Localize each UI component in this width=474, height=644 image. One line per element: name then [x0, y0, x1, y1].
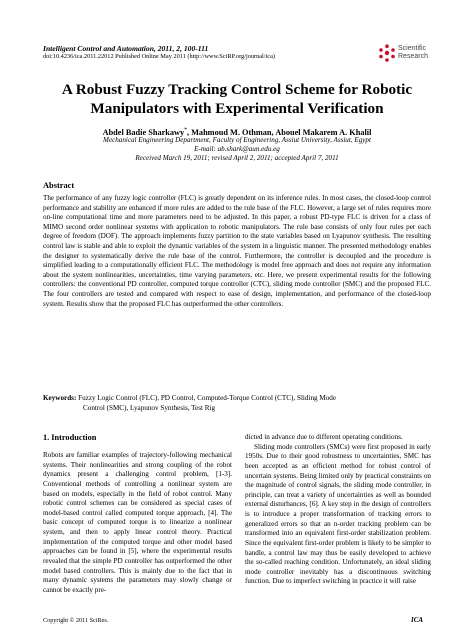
author-list: Abdel Badie Sharkawy*, Mahmoud M. Othman, Abouel Makarem A. Khalil — [102, 127, 372, 137]
paragraph: Robots are familiar examples of trajectory-following mechanical systems. Their nonlinearities and strong coupling of the robot dynamics present a challenging control problem, [1-3]. Conventional methods of controlling a nonlinear system are based on models, especially in the field of robot control. Many robotic control schemes can be considered as special cases of model-based control called computed torque approach, [4]. The basic concept of computed torque is to linearize a nonlinear system, and then to apply linear control theory. Practical implementation of the computed torque and other model based approaches can be found in [5], where the experimental results revealed that the simple PD controller has outperformed the other model based controllers. This is mainly due to the fact that in many dynamic systems the parameters may slowly change or cannot be exactly pre- — [43, 451, 232, 594]
journal-header — [43, 44, 343, 61]
keywords-label: Keywords: — [43, 394, 77, 402]
doi-line: doi:10.4236/ica.2011.22012 Published Online May 2011 (http://www.SciRP.org/journal/ica) — [43, 53, 275, 60]
paragraph: dicted in advance due to different operating conditions. — [245, 433, 403, 441]
right-column — [245, 433, 431, 587]
submission-dates: Received March 19, 2011; revised April 2, 2011; accepted April 7, 2011 — [135, 154, 339, 162]
copyright-footer: Copyright © 2011 SciRes. — [43, 617, 109, 624]
abstract-body: The performance of any fuzzy logic controller (FLC) is greatly dependent on its inference rules. In most cases, the closed-loop control performance and stability are enhanced if more rules are added to the rule base of the FLC. However, a large set of rules requires more on-line computational time and more parameters need to be adjusted. In this paper, a robust PD-type FLC is driven for a class of MIMO second order nonlinear systems with application to robotic manipulators. The rule base consists of only four rules per each degree of freedom (DOF). The approach implements fuzzy partition to the state variables based on Lyapunov synthesis. The resulting control law is stable and able to exploit the dynamic variables of the system in a linguistic manner. The presented methodology enables the designer to systematically derive the rule base of the control. Furthermore, the controller is decoupled and the procedure is simplified leading to a computationally efficient FLC. The methodology is model free approach and does not require any information about the system nonlinearities, uncertainties, time varying parameters, etc. Here, we present experimental results for the following controllers: the conventional PD controller, computed torque controller (CTC), sliding mode controller (SMC) and the proposed FLC. The four controllers are tested and compared with respect to ease of design, implementation, and performance of the closed-loop system. Results show that the proposed FLC has outperformed the other controllers. — [43, 194, 431, 308]
abstract-heading: Abstract — [43, 181, 75, 190]
left-column — [43, 451, 232, 595]
journal-abbreviation: ICA — [411, 616, 424, 624]
affiliation: Mechanical Engineering Department, Faculty of Engineering, Assiut University, Assiut, Egypt — [103, 136, 371, 144]
keywords: Keywords: Fuzzy Logic Control (FLC), PD Control, Computed-Torque Control (CTC), Sliding Mode Control (SMC), Lyapunov Synthesis, Test Rig — [43, 394, 337, 412]
logo-wordmark: Scientific Research — [398, 45, 428, 60]
paragraph: Sliding mode controllers (SMCs) were first proposed in early 1950s. Due to their good robustness to uncertainties, SMC has been accepted as an efficient method for robust control of uncertain systems. Being limited only by practical constraints on the magnitude of control signals, the sliding mode controller, in principle, can treat a variety of uncertainties as well as bounded external disturbances, [6]. A key step in the design of controllers is to introduce a proper transformation of tracking errors to generalized errors so that an n-order tracking problem can be transformed into an equivalent first-order stabilization problem. Since the equivalent first-order problem is likely to be simpler to handle, a control law may thus be easily developed to achieve the so-called reaching condition. Unfortunately, an ideal sliding mode controller inevitably has a discontinuous switching function. Due to imperfect switching in practice it will raise — [245, 442, 431, 586]
journal-citation: Intelligent Control and Automation, 2011, 2, 100-111 — [43, 44, 209, 53]
section-heading-introduction: 1. Introduction — [43, 433, 97, 442]
scientific-research-logo-icon — [378, 44, 396, 62]
author-email[interactable]: E-mail: ab.shark@aun.edu.eg — [194, 145, 280, 153]
publisher-logo — [378, 44, 448, 64]
paper-title: A Robust Fuzzy Tracking Control Scheme for Robotic Manipulators with Experimental Verification — [61, 81, 413, 117]
